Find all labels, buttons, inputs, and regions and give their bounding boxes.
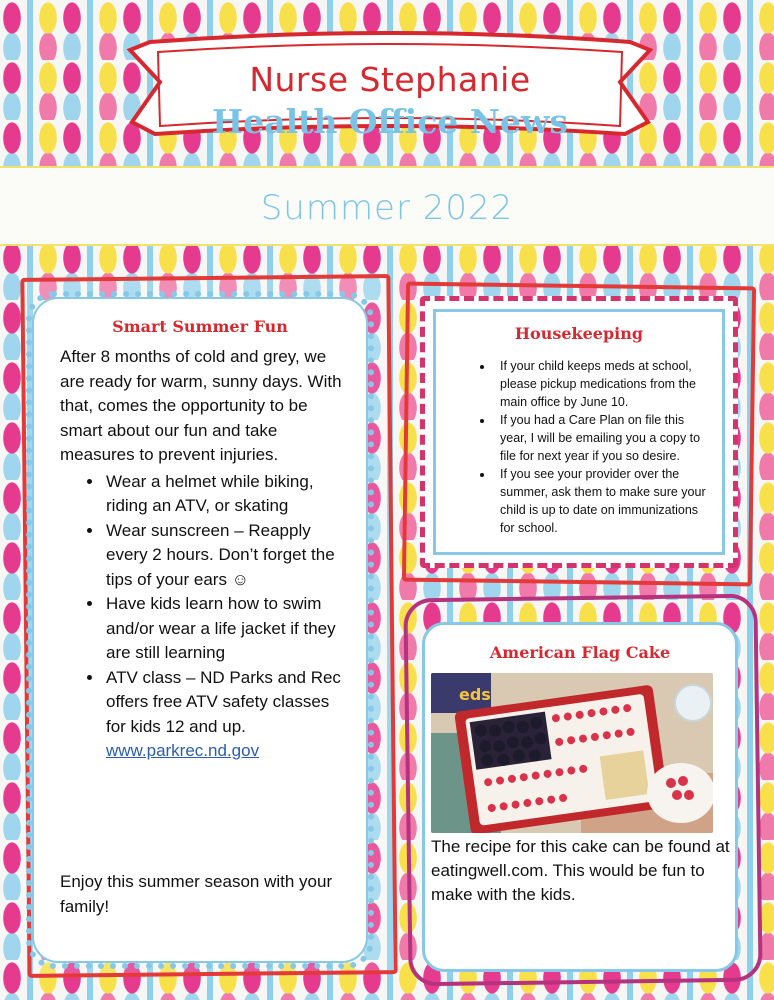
cake-description: The recipe for this cake can be found at eatingwell.com. This would be fun to make with the kids.: [431, 837, 730, 904]
list-item: • If you see your provider over the summer, ask them to make sure your child is up to date on immunizations for school.: [494, 465, 712, 537]
list-item: • If you had a Care Plan on file this year, I will be emailing you a copy to file for next year if you so desire.: [494, 411, 712, 465]
season-label: Summer 2022: [260, 188, 514, 228]
newsletter-title: Health Office News: [212, 102, 568, 141]
cake-title: American Flag Cake: [489, 643, 671, 662]
housekeeping-card: [420, 296, 738, 568]
season-strip: [0, 166, 774, 246]
cake-card: [422, 622, 738, 972]
photo-label: eds: [459, 685, 491, 704]
smart-summer-title: Smart Summer Fun: [112, 317, 288, 336]
smart-summer-list: [104, 470, 350, 764]
flag-cake-photo: [431, 673, 713, 833]
housekeeping-title: Housekeeping: [514, 324, 644, 343]
housekeeping-list: [494, 357, 712, 537]
smart-summer-closing: Enjoy this summer season with your family!: [60, 872, 333, 916]
newsletter-author: Nurse Stephanie: [249, 60, 531, 99]
flag-cake-illustration: [431, 673, 713, 833]
list-item: • If your child keeps meds at school, please pickup medications from the main office by June 10.: [494, 357, 712, 411]
smart-summer-card: [40, 305, 360, 955]
smart-summer-body: [40, 341, 360, 764]
list-item: • Wear sunscreen – Reapply every 2 hours. Don’t forget the tips of your ears ☺: [104, 519, 350, 593]
housekeeping-inner: [433, 309, 725, 555]
list-item: • Wear a helmet while biking, riding an ATV, or skating: [104, 470, 350, 519]
parkrec-link[interactable]: www.parkrec.nd.gov: [106, 741, 260, 760]
list-item: [104, 666, 350, 764]
atv-class-text: ATV class – ND Parks and Rec offers free ATV safety classes for kids 12 and up.: [106, 667, 341, 736]
list-item: • Have kids learn how to swim and/or wear a life jacket if they are still learning: [104, 592, 350, 666]
smart-summer-intro: After 8 months of cold and grey, we are ready for warm, sunny days. With that, comes the opportunity to be smart about our fun and take measures to prevent injuries.: [60, 347, 342, 464]
title-banner: [120, 22, 660, 152]
